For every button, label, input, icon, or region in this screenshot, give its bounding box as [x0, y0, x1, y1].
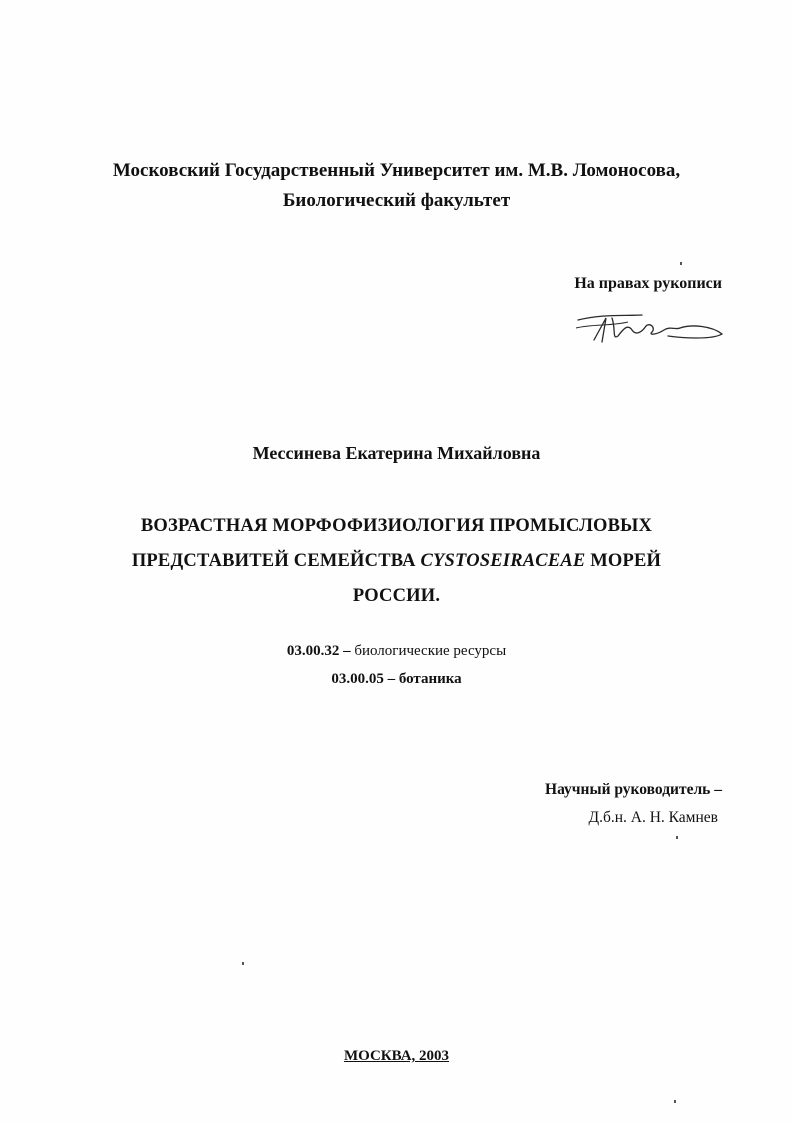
specialty-item — [0, 637, 793, 665]
handwritten-signature — [572, 306, 732, 348]
specialty-item — [0, 665, 793, 693]
specialty-name: ботаника — [398, 671, 462, 687]
manuscript-rights-label: На правах рукописи — [574, 275, 722, 292]
specialty-separator: – — [339, 643, 355, 659]
title-line-1: ВОЗРАСТНАЯ МОРФОФИЗИОЛОГИЯ ПРОМЫСЛОВЫХ — [140, 516, 653, 536]
specialty-code: 03.00.05 — [331, 671, 384, 687]
supervisor-name: Д.б.н. А. Н. Камнев — [588, 809, 718, 826]
specialty-name: биологические ресурсы — [354, 643, 507, 659]
scan-speck — [674, 1100, 676, 1103]
title-line-2-prefix: ПРЕДСТАВИТЕЙ СЕМЕЙСТВА — [131, 551, 421, 571]
scan-speck — [676, 836, 678, 839]
specialty-separator: – — [383, 671, 399, 687]
faculty-name: Биологический факультет — [282, 190, 511, 211]
scan-speck — [680, 262, 682, 265]
specialty-code: 03.00.32 — [286, 643, 340, 659]
dissertation-title — [80, 509, 713, 614]
title-line-2-suffix: МОРЕЙ — [585, 551, 662, 571]
scan-speck — [242, 962, 244, 965]
university-header — [0, 156, 793, 216]
city-year: МОСКВА, 2003 — [343, 1048, 450, 1064]
title-line-2 — [80, 544, 713, 579]
title-line-3: РОССИИ. — [352, 586, 441, 606]
supervisor-block — [500, 776, 722, 832]
title-family-name: CYSTOSEIRACEAE — [420, 551, 586, 571]
author-name: Мессинева Екатерина Михайловна — [252, 443, 541, 463]
supervisor-label: Научный руководитель – — [545, 781, 722, 798]
specialties — [0, 637, 793, 693]
university-name: Московский Государственный Университет им. М.В. Ломоносова, — [112, 160, 681, 181]
